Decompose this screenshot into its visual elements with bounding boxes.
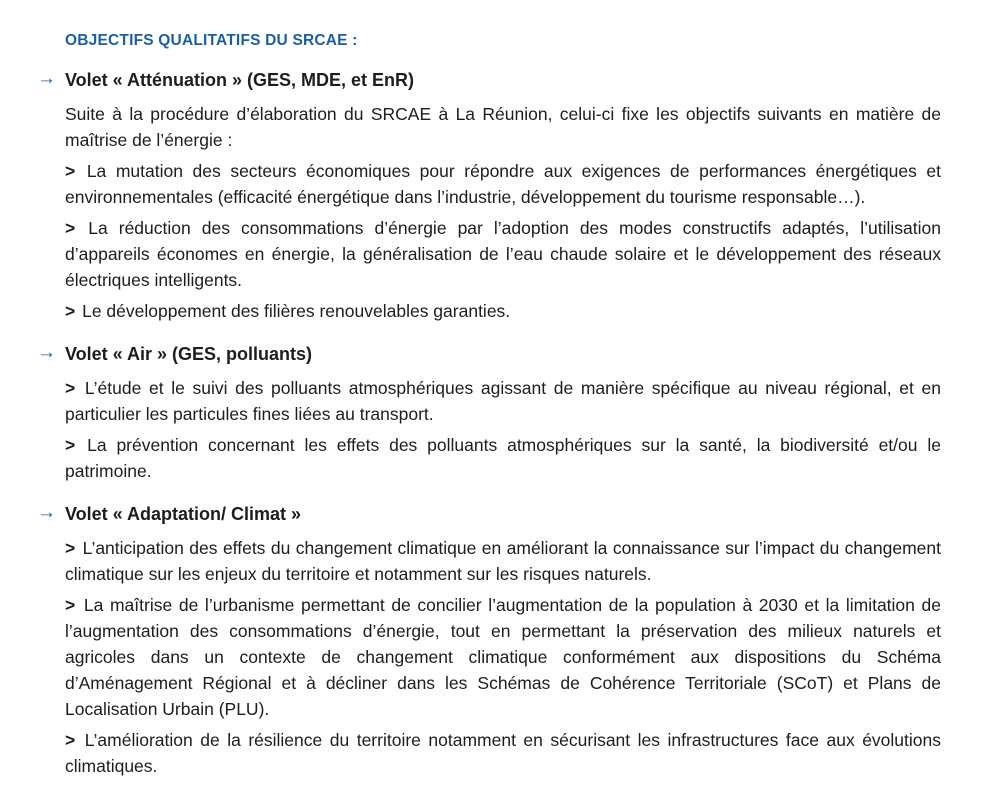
bullet-marker-icon: > — [65, 218, 76, 238]
section-adaptation-climat — [37, 502, 941, 779]
arrow-right-icon: → — [37, 68, 56, 89]
bullet-marker-icon: > — [65, 595, 76, 615]
list-item — [65, 432, 941, 484]
section-attenuation — [37, 68, 942, 324]
section-heading-label: Volet « Adaptation/ Climat » — [65, 504, 302, 524]
section-air — [37, 342, 941, 484]
page-title: OBJECTIFS QUALITATIFS DU SRCAE : — [65, 32, 358, 49]
bullet-marker-icon: > — [65, 730, 76, 750]
list-item — [65, 375, 941, 427]
list-item — [65, 592, 941, 722]
section-heading — [37, 68, 941, 92]
list-item-text: L’étude et le suivi des polluants atmosphériques agissant de manière spécifique au niveau régional, et en particulier les particules fines liées au transport. — [65, 378, 941, 424]
list-item — [65, 535, 941, 587]
list-item-text: La maîtrise de l’urbanisme permettant de concilier l’augmentation de la population à 2030 et la limitation de l’augmentation des consommations d’énergie, tout en permettant la préservation des milieux naturels et agricoles dans un contexte de changement climatique conformément aux dispositions du Schéma d’Aménagement Régional et à décliner dans les Schémas de Cohérence Territoriale (SCoT) et Plans de Localisation Urbain (PLU). — [65, 595, 941, 719]
section-heading-label: Volet « Atténuation » (GES, MDE, et EnR) — [65, 70, 415, 90]
arrow-right-icon: → — [37, 342, 56, 363]
section-heading — [37, 502, 941, 526]
bullet-marker-icon: > — [65, 378, 76, 398]
bullet-marker-icon: > — [65, 538, 76, 558]
arrow-right-icon: → — [37, 502, 56, 523]
list-item — [65, 298, 941, 324]
list-item-text: La mutation des secteurs économiques pour répondre aux exigences de performances énergétiques et environnementales (efficacité énergétique dans l’industrie, développement du tourisme responsable…). — [65, 161, 941, 207]
bullet-marker-icon: > — [65, 161, 76, 181]
list-item-text: La réduction des consommations d’énergie par l’adoption des modes constructifs adaptés, l’utilisation d’appareils économes en énergie, la généralisation de l’eau chaude solaire et le développement des réseaux électriques intelligents. — [65, 218, 942, 290]
list-item-text: L’amélioration de la résilience du territoire notamment en sécurisant les infrastructures face aux évolutions climatiques. — [65, 730, 941, 776]
section-intro: Suite à la procédure d’élaboration du SRCAE à La Réunion, celui-ci fixe les objectifs suivants en matière de maîtrise de l’énergie : — [65, 104, 941, 150]
list-item — [65, 727, 941, 779]
section-heading — [37, 342, 941, 366]
list-item-text: Le développement des filières renouvelables garanties. — [82, 301, 511, 321]
list-item-text: La prévention concernant les effets des polluants atmosphériques sur la santé, la biodiversité et/ou le patrimoine. — [65, 435, 941, 481]
list-item — [65, 158, 941, 210]
list-item — [65, 215, 941, 293]
section-heading-label: Volet « Air » (GES, polluants) — [65, 344, 313, 364]
bullet-marker-icon: > — [65, 435, 76, 455]
list-item-text: L’anticipation des effets du changement climatique en améliorant la connaissance sur l’impact du changement climatique sur les enjeux du territoire et notamment sur les risques naturels. — [65, 538, 941, 584]
bullet-marker-icon: > — [65, 301, 76, 321]
